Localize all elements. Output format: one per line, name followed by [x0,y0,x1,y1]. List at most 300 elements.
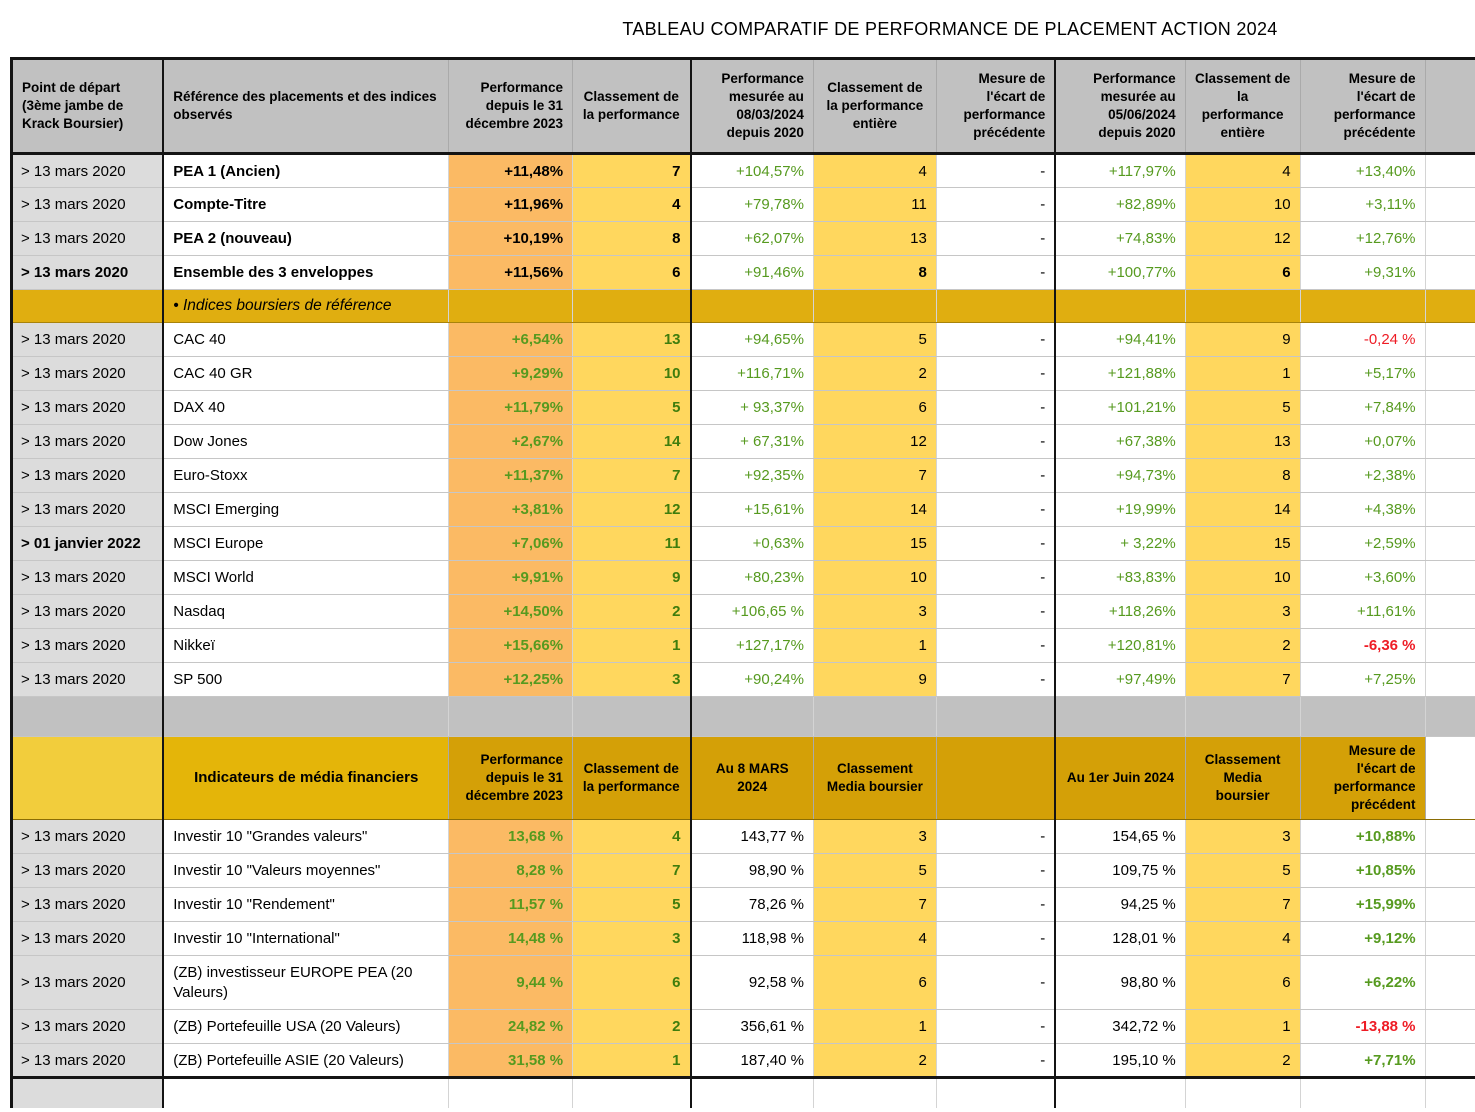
ecart-prec-cell[interactable]: - [936,527,1055,561]
partial-cell [936,1078,1055,1108]
rank-entiere-cell[interactable]: 3 [813,595,936,629]
ecart-prec-cell[interactable]: - [936,154,1055,188]
perf-mars-cell[interactable]: 187,40 % [691,1044,814,1078]
page-title: TABLEAU COMPARATIF DE PERFORMANCE DE PLACEMENT ACTION 2024 [622,19,1278,39]
rank-entiere2-cell[interactable]: 6 [1185,256,1300,290]
start-date-cell[interactable]: > 01 janvier 2022 [12,527,164,561]
partial-cell [573,1078,691,1108]
separator-cell [449,697,573,737]
ecart-prec2-cell[interactable]: -0,24 % [1300,323,1425,357]
ecart-prec2-cell[interactable]: +0,07% [1300,425,1425,459]
table-row [12,222,1475,256]
perf-mars-cell[interactable]: +91,46% [691,256,814,290]
ecart-prec2-cell[interactable]: +9,31% [1300,256,1425,290]
perf-ytd-cell[interactable]: 24,82 % [449,1010,573,1044]
table-row [12,459,1475,493]
rank-perf-cell[interactable]: 1 [573,629,691,663]
perf-juin-cell[interactable]: +120,81% [1055,629,1185,663]
reference-cell[interactable]: MSCI World [163,561,448,595]
rank-perf-cell[interactable]: 2 [573,1010,691,1044]
perf-juin-cell[interactable]: +94,73% [1055,459,1185,493]
rank-entiere-cell[interactable]: 7 [813,459,936,493]
start-date-cell[interactable]: > 13 mars 2020 [12,595,164,629]
spacer-cell [1425,663,1475,697]
start-date-cell[interactable]: > 13 mars 2020 [12,459,164,493]
ecart-prec2-cell[interactable]: +13,40% [1300,154,1425,188]
performance-table [10,57,1475,1108]
rank-entiere2-cell[interactable]: 7 [1185,888,1300,922]
perf-juin-cell[interactable]: 342,72 % [1055,1010,1185,1044]
perf-juin-cell[interactable]: 94,25 % [1055,888,1185,922]
media-header-cell[interactable]: Indicateurs de média financiers [163,737,448,820]
reference-cell[interactable]: MSCI Europe [163,527,448,561]
reference-cell[interactable]: PEA 2 (nouveau) [163,222,448,256]
rank-perf-cell[interactable]: 8 [573,222,691,256]
rank-perf-cell[interactable]: 10 [573,357,691,391]
perf-mars-cell[interactable]: 118,98 % [691,922,814,956]
header-cell[interactable]: Point de départ (3ème jambe de Krack Boursier) [12,59,164,154]
separator-cell [1300,697,1425,737]
rank-entiere-cell[interactable]: 3 [813,820,936,854]
header-cell[interactable]: Performance depuis le 31 décembre 2023 [449,59,573,154]
reference-cell[interactable]: Nasdaq [163,595,448,629]
reference-cell[interactable]: CAC 40 GR [163,357,448,391]
table-row [12,391,1475,425]
rank-entiere-cell[interactable]: 4 [813,922,936,956]
spacer-cell [1425,854,1475,888]
ecart-prec-cell[interactable]: - [936,922,1055,956]
start-date-cell[interactable]: > 13 mars 2020 [12,854,164,888]
separator-cell [12,697,164,737]
separator-cell [1055,697,1185,737]
rank-entiere-cell[interactable]: 6 [813,956,936,1010]
rank-perf-cell[interactable]: 7 [573,154,691,188]
header-cell[interactable]: Mesure de l'écart de performance précédente [936,59,1055,154]
spacer-cell [1425,561,1475,595]
reference-cell[interactable]: Euro-Stoxx [163,459,448,493]
spacer-cell [1425,188,1475,222]
partial-cell [12,1078,164,1108]
perf-mars-cell[interactable]: +116,71% [691,357,814,391]
ecart-prec-cell[interactable]: - [936,956,1055,1010]
start-date-cell[interactable]: > 13 mars 2020 [12,391,164,425]
ecart-prec-cell[interactable]: - [936,256,1055,290]
rank-perf-cell[interactable]: 6 [573,956,691,1010]
perf-ytd-cell[interactable]: +7,06% [449,527,573,561]
header-cell[interactable] [1425,59,1475,154]
rank-entiere-cell[interactable]: 4 [813,154,936,188]
perf-mars-cell[interactable]: 98,90 % [691,854,814,888]
reference-cell[interactable]: MSCI Emerging [163,493,448,527]
media-header-cell[interactable]: Au 8 MARS 2024 [691,737,814,820]
media-header-cell[interactable]: Classement Media boursier [1185,737,1300,820]
ecart-prec2-cell[interactable]: +9,12% [1300,922,1425,956]
partial-cell [1185,1078,1300,1108]
rank-entiere2-cell[interactable]: 2 [1185,629,1300,663]
rank-perf-cell[interactable]: 4 [573,188,691,222]
spacer-cell [1425,256,1475,290]
rank-entiere-cell[interactable]: 11 [813,188,936,222]
perf-juin-cell[interactable]: +67,38% [1055,425,1185,459]
start-date-cell[interactable]: > 13 mars 2020 [12,1044,164,1078]
ecart-prec2-cell[interactable]: +10,88% [1300,820,1425,854]
ecart-prec2-cell[interactable]: +7,84% [1300,391,1425,425]
ecart-prec-cell[interactable]: - [936,1044,1055,1078]
perf-mars-cell[interactable]: +104,57% [691,154,814,188]
rank-entiere-cell[interactable]: 7 [813,888,936,922]
media-header-cell[interactable] [936,737,1055,820]
perf-juin-cell[interactable]: +97,49% [1055,663,1185,697]
rank-entiere-cell[interactable]: 5 [813,323,936,357]
perf-mars-cell[interactable]: 356,61 % [691,1010,814,1044]
ecart-prec2-cell[interactable]: +5,17% [1300,357,1425,391]
perf-mars-cell[interactable]: +94,65% [691,323,814,357]
ecart-prec2-cell[interactable]: -13,88 % [1300,1010,1425,1044]
perf-ytd-cell[interactable]: +12,25% [449,663,573,697]
start-date-cell[interactable]: > 13 mars 2020 [12,888,164,922]
band-cell [573,290,691,323]
table-row [12,629,1475,663]
ecart-prec-cell[interactable]: - [936,391,1055,425]
rank-perf-cell[interactable]: 7 [573,459,691,493]
table-row [12,956,1475,1010]
rank-entiere-cell[interactable]: 8 [813,256,936,290]
rank-perf-cell[interactable]: 4 [573,820,691,854]
ecart-prec-cell[interactable]: - [936,425,1055,459]
ecart-prec2-cell[interactable]: +11,61% [1300,595,1425,629]
partial-cell [1425,1078,1475,1108]
spacer-cell [1425,493,1475,527]
media-header-row [12,737,1475,820]
header-cell[interactable]: Mesure de l'écart de performance précédente [1300,59,1425,154]
reference-cell[interactable]: Investir 10 "International" [163,922,448,956]
band-cell [449,290,573,323]
perf-ytd-cell[interactable]: 14,48 % [449,922,573,956]
start-date-cell[interactable]: > 13 mars 2020 [12,256,164,290]
rank-perf-cell[interactable]: 5 [573,391,691,425]
rank-entiere2-cell[interactable]: 10 [1185,188,1300,222]
media-header-cell[interactable]: Performance depuis le 31 décembre 2023 [449,737,573,820]
table-row [12,323,1475,357]
perf-juin-cell[interactable]: +117,97% [1055,154,1185,188]
perf-ytd-cell[interactable]: +9,91% [449,561,573,595]
reference-cell[interactable]: Dow Jones [163,425,448,459]
perf-ytd-cell[interactable]: +2,67% [449,425,573,459]
rank-entiere2-cell[interactable]: 12 [1185,222,1300,256]
spacer-cell [1425,323,1475,357]
start-date-cell[interactable]: > 13 mars 2020 [12,922,164,956]
band-cell [12,290,164,323]
perf-juin-cell[interactable]: 195,10 % [1055,1044,1185,1078]
ecart-prec2-cell[interactable]: +4,38% [1300,493,1425,527]
start-date-cell[interactable]: > 13 mars 2020 [12,188,164,222]
start-date-cell[interactable]: > 13 mars 2020 [12,154,164,188]
band-cell [1055,290,1185,323]
perf-juin-cell[interactable]: +118,26% [1055,595,1185,629]
header-cell[interactable]: Classement de la performance entière [813,59,936,154]
perf-ytd-cell[interactable]: +3,81% [449,493,573,527]
rank-entiere2-cell[interactable]: 6 [1185,956,1300,1010]
reference-cell[interactable]: Compte-Titre [163,188,448,222]
reference-cell[interactable]: (ZB) investisseur EUROPE PEA (20 Valeurs) [163,956,448,1010]
ecart-prec-cell[interactable]: - [936,820,1055,854]
rank-entiere-cell[interactable]: 12 [813,425,936,459]
perf-ytd-cell[interactable]: +11,96% [449,188,573,222]
media-header-cell[interactable]: Classement de la performance [573,737,691,820]
perf-juin-cell[interactable]: 154,65 % [1055,820,1185,854]
media-header-cell[interactable] [1425,737,1475,820]
table-row [12,854,1475,888]
perf-juin-cell[interactable]: +19,99% [1055,493,1185,527]
rank-entiere2-cell[interactable]: 3 [1185,820,1300,854]
partial-cell [1055,1078,1185,1108]
rank-entiere2-cell[interactable]: 14 [1185,493,1300,527]
perf-ytd-cell[interactable]: +14,50% [449,595,573,629]
ecart-prec2-cell[interactable]: +2,59% [1300,527,1425,561]
rank-perf-cell[interactable]: 11 [573,527,691,561]
rank-perf-cell[interactable]: 6 [573,256,691,290]
media-header-cell[interactable]: Au 1er Juin 2024 [1055,737,1185,820]
perf-ytd-cell[interactable]: +11,48% [449,154,573,188]
header-cell[interactable]: Performance mesurée au 08/03/2024 depuis 2020 [691,59,814,154]
perf-mars-cell[interactable]: +80,23% [691,561,814,595]
rank-entiere2-cell[interactable]: 9 [1185,323,1300,357]
ecart-prec-cell[interactable]: - [936,493,1055,527]
perf-ytd-cell[interactable]: +11,56% [449,256,573,290]
rank-perf-cell[interactable]: 13 [573,323,691,357]
perf-ytd-cell[interactable]: 8,28 % [449,854,573,888]
rank-entiere-cell[interactable]: 9 [813,663,936,697]
perf-juin-cell[interactable]: 98,80 % [1055,956,1185,1010]
rank-perf-cell[interactable]: 2 [573,595,691,629]
header-cell[interactable]: Classement de la performance [573,59,691,154]
section-band-row [12,290,1475,323]
rank-entiere-cell[interactable]: 1 [813,629,936,663]
perf-ytd-cell[interactable]: +15,66% [449,629,573,663]
start-date-cell[interactable]: > 13 mars 2020 [12,222,164,256]
rank-entiere2-cell[interactable]: 1 [1185,357,1300,391]
header-cell[interactable]: Performance mesurée au 05/06/2024 depuis 2020 [1055,59,1185,154]
ecart-prec2-cell[interactable]: +6,22% [1300,956,1425,1010]
perf-mars-cell[interactable]: +15,61% [691,493,814,527]
spacer-cell [1425,425,1475,459]
perf-juin-cell[interactable]: +100,77% [1055,256,1185,290]
rank-entiere2-cell[interactable]: 4 [1185,154,1300,188]
ecart-prec2-cell[interactable]: +15,99% [1300,888,1425,922]
rank-entiere-cell[interactable]: 5 [813,854,936,888]
perf-mars-cell[interactable]: +62,07% [691,222,814,256]
perf-mars-cell[interactable]: +127,17% [691,629,814,663]
reference-cell[interactable]: CAC 40 [163,323,448,357]
reference-cell[interactable]: PEA 1 (Ancien) [163,154,448,188]
rank-perf-cell[interactable]: 3 [573,922,691,956]
start-date-cell[interactable]: > 13 mars 2020 [12,663,164,697]
rank-entiere2-cell[interactable]: 13 [1185,425,1300,459]
reference-cell[interactable]: Investir 10 "Rendement" [163,888,448,922]
table-row [12,188,1475,222]
header-cell[interactable]: Classement de la performance entière [1185,59,1300,154]
rank-perf-cell[interactable]: 3 [573,663,691,697]
ecart-prec-cell[interactable]: - [936,323,1055,357]
ecart-prec-cell[interactable]: - [936,888,1055,922]
header-cell[interactable]: Référence des placements et des indices observés [163,59,448,154]
rank-perf-cell[interactable]: 12 [573,493,691,527]
reference-cell[interactable]: Nikkeï [163,629,448,663]
start-date-cell[interactable]: > 13 mars 2020 [12,357,164,391]
start-date-cell[interactable]: > 13 mars 2020 [12,629,164,663]
table-header-row [12,59,1475,154]
table-row [12,527,1475,561]
perf-ytd-cell[interactable]: +10,19% [449,222,573,256]
start-date-cell[interactable]: > 13 mars 2020 [12,493,164,527]
table-row [12,561,1475,595]
spacer-cell [1425,459,1475,493]
start-date-cell[interactable]: > 13 mars 2020 [12,561,164,595]
reference-cell[interactable]: (ZB) Portefeuille ASIE (20 Valeurs) [163,1044,448,1078]
perf-ytd-cell[interactable]: +11,37% [449,459,573,493]
ecart-prec-cell[interactable]: - [936,188,1055,222]
ecart-prec2-cell[interactable]: +7,71% [1300,1044,1425,1078]
ecart-prec-cell[interactable]: - [936,222,1055,256]
partial-cell [163,1078,448,1108]
rank-entiere2-cell[interactable]: 15 [1185,527,1300,561]
perf-juin-cell[interactable]: +94,41% [1055,323,1185,357]
section-band-label: • Indices boursiers de référence [163,290,448,323]
reference-cell[interactable]: DAX 40 [163,391,448,425]
rank-perf-cell[interactable]: 1 [573,1044,691,1078]
table-row [12,820,1475,854]
perf-ytd-cell[interactable]: 31,58 % [449,1044,573,1078]
rank-perf-cell[interactable]: 9 [573,561,691,595]
rank-entiere2-cell[interactable]: 5 [1185,854,1300,888]
perf-juin-cell[interactable]: 128,01 % [1055,922,1185,956]
perf-ytd-cell[interactable]: +11,79% [449,391,573,425]
start-date-cell[interactable]: > 13 mars 2020 [12,820,164,854]
rank-entiere2-cell[interactable]: 1 [1185,1010,1300,1044]
separator-cell [573,697,691,737]
perf-juin-cell[interactable]: +101,21% [1055,391,1185,425]
spacer-cell [1425,391,1475,425]
ecart-prec2-cell[interactable]: +10,85% [1300,854,1425,888]
rank-perf-cell[interactable]: 14 [573,425,691,459]
perf-mars-cell[interactable]: +90,24% [691,663,814,697]
reference-cell[interactable]: Ensemble des 3 enveloppes [163,256,448,290]
start-date-cell[interactable]: > 13 mars 2020 [12,323,164,357]
perf-mars-cell[interactable]: 92,58 % [691,956,814,1010]
perf-juin-cell[interactable]: +83,83% [1055,561,1185,595]
perf-ytd-cell[interactable]: 11,57 % [449,888,573,922]
perf-juin-cell[interactable]: + 3,22% [1055,527,1185,561]
rank-entiere2-cell[interactable]: 2 [1185,1044,1300,1078]
ecart-prec-cell[interactable]: - [936,663,1055,697]
rank-entiere2-cell[interactable]: 8 [1185,459,1300,493]
table-row [12,663,1475,697]
perf-mars-cell[interactable]: 78,26 % [691,888,814,922]
ecart-prec-cell[interactable]: - [936,595,1055,629]
ecart-prec2-cell[interactable]: +7,25% [1300,663,1425,697]
rank-entiere2-cell[interactable]: 10 [1185,561,1300,595]
table-row [12,1010,1475,1044]
ecart-prec-cell[interactable]: - [936,561,1055,595]
rank-entiere-cell[interactable]: 13 [813,222,936,256]
rank-perf-cell[interactable]: 7 [573,854,691,888]
band-cell [1185,290,1300,323]
rank-entiere2-cell[interactable]: 5 [1185,391,1300,425]
spacer-cell [1425,888,1475,922]
spacer-cell [1425,222,1475,256]
perf-mars-cell[interactable]: +92,35% [691,459,814,493]
reference-cell[interactable]: Investir 10 "Grandes valeurs" [163,820,448,854]
media-header-cell[interactable] [12,737,164,820]
perf-juin-cell[interactable]: +82,89% [1055,188,1185,222]
rank-entiere-cell[interactable]: 2 [813,357,936,391]
rank-entiere-cell[interactable]: 1 [813,1010,936,1044]
reference-cell[interactable]: Investir 10 "Valeurs moyennes" [163,854,448,888]
rank-entiere2-cell[interactable]: 3 [1185,595,1300,629]
ecart-prec2-cell[interactable]: +12,76% [1300,222,1425,256]
rank-entiere-cell[interactable]: 14 [813,493,936,527]
perf-mars-cell[interactable]: + 67,31% [691,425,814,459]
start-date-cell[interactable]: > 13 mars 2020 [12,956,164,1010]
spacer-cell [1425,357,1475,391]
perf-ytd-cell[interactable]: 13,68 % [449,820,573,854]
separator-cell [936,697,1055,737]
rank-entiere-cell[interactable]: 2 [813,1044,936,1078]
media-header-cell[interactable]: Mesure de l'écart de performance précédent [1300,737,1425,820]
ecart-prec-cell[interactable]: - [936,854,1055,888]
rank-entiere2-cell[interactable]: 7 [1185,663,1300,697]
rank-entiere-cell[interactable]: 15 [813,527,936,561]
ecart-prec2-cell[interactable]: +3,60% [1300,561,1425,595]
table-row [12,1044,1475,1078]
separator-cell [163,697,448,737]
perf-ytd-cell[interactable]: 9,44 % [449,956,573,1010]
rank-perf-cell[interactable]: 5 [573,888,691,922]
ecart-prec2-cell[interactable]: +2,38% [1300,459,1425,493]
perf-ytd-cell[interactable]: +6,54% [449,323,573,357]
spacer-cell [1425,595,1475,629]
perf-mars-cell[interactable]: +0,63% [691,527,814,561]
perf-juin-cell[interactable]: +74,83% [1055,222,1185,256]
ecart-prec-cell[interactable]: - [936,459,1055,493]
rank-entiere2-cell[interactable]: 4 [1185,922,1300,956]
perf-mars-cell[interactable]: 143,77 % [691,820,814,854]
perf-juin-cell[interactable]: +121,88% [1055,357,1185,391]
ecart-prec-cell[interactable]: - [936,1010,1055,1044]
reference-cell[interactable]: SP 500 [163,663,448,697]
partial-cell [813,1078,936,1108]
perf-ytd-cell[interactable]: +9,29% [449,357,573,391]
rank-entiere-cell[interactable]: 10 [813,561,936,595]
ecart-prec-cell[interactable]: - [936,357,1055,391]
ecart-prec2-cell[interactable]: -6,36 % [1300,629,1425,663]
start-date-cell[interactable]: > 13 mars 2020 [12,1010,164,1044]
perf-juin-cell[interactable]: 109,75 % [1055,854,1185,888]
start-date-cell[interactable]: > 13 mars 2020 [12,425,164,459]
perf-mars-cell[interactable]: +79,78% [691,188,814,222]
separator-cell [1185,697,1300,737]
spacer-cell [1425,154,1475,188]
table-row [12,922,1475,956]
partial-row [12,1078,1475,1108]
ecart-prec2-cell[interactable]: +3,11% [1300,188,1425,222]
ecart-prec-cell[interactable]: - [936,629,1055,663]
perf-mars-cell[interactable]: + 93,37% [691,391,814,425]
perf-mars-cell[interactable]: +106,65 % [691,595,814,629]
rank-entiere-cell[interactable]: 6 [813,391,936,425]
media-header-cell[interactable]: Classement Media boursier [813,737,936,820]
reference-cell[interactable]: (ZB) Portefeuille USA (20 Valeurs) [163,1010,448,1044]
